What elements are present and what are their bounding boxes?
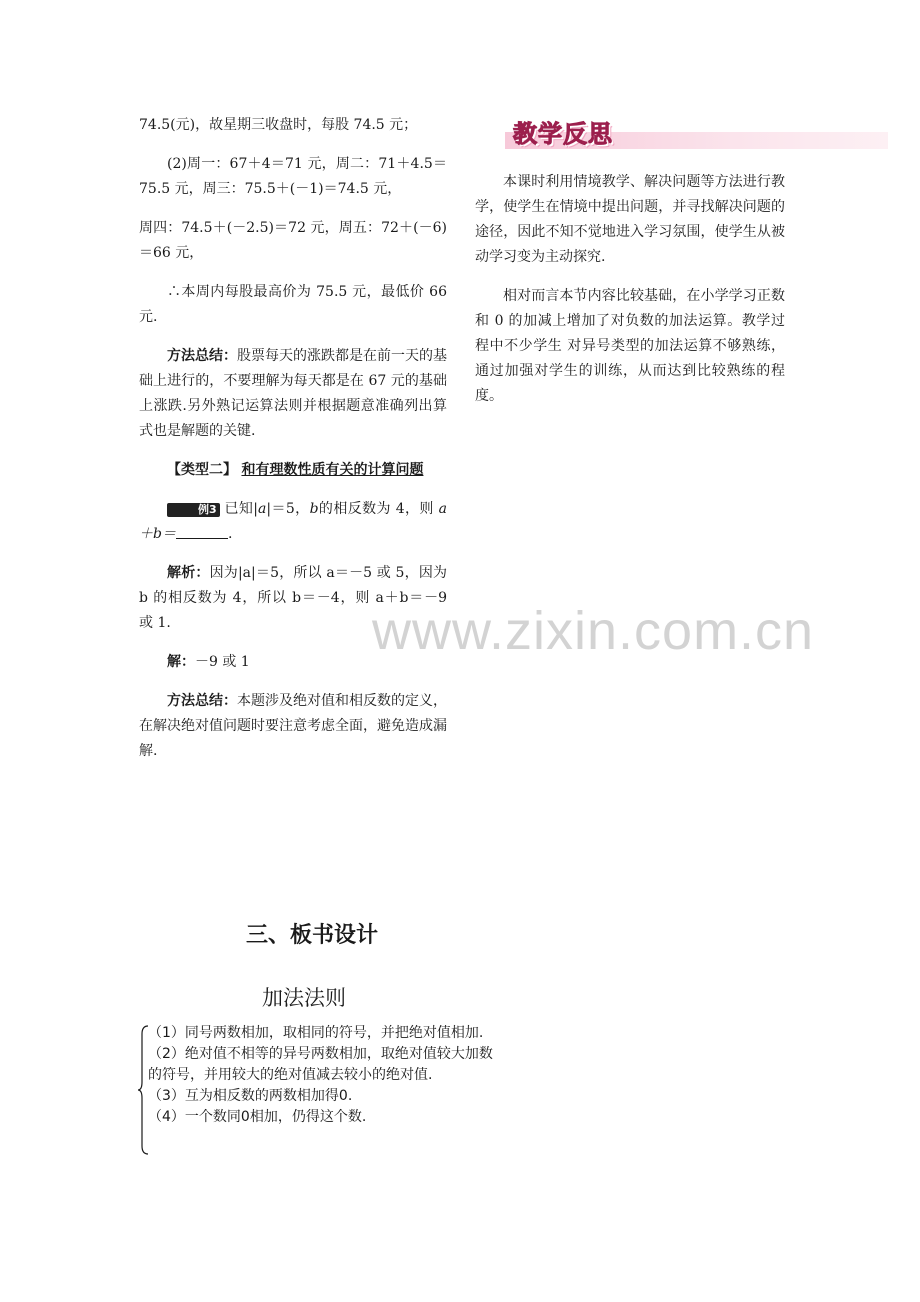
section-heading: 三、板书设计 bbox=[246, 923, 379, 948]
solution-conclusion: ∴本周内每股最高价为 75.5 元，最低价 66 元. bbox=[139, 284, 447, 325]
addition-rules bbox=[148, 1023, 500, 1128]
rule-4: （4）一个数同0相加，仍得这个数. bbox=[148, 1109, 367, 1125]
banner-title: 教学反思 bbox=[513, 120, 613, 148]
type-2-heading bbox=[139, 458, 447, 483]
analysis-label: 解析： bbox=[167, 565, 210, 581]
solution-line-2: (2)周一：67＋4＝71 元，周二：71＋4.5＝75.5 元，周三：75.5＋(－1)＝74.5 元， bbox=[139, 156, 447, 197]
example-expression: a＋b＝ bbox=[139, 501, 448, 542]
example-badge: 例3 bbox=[167, 503, 220, 517]
teaching-reflection-banner bbox=[505, 118, 785, 152]
example-text-2: |＝5， bbox=[266, 501, 310, 517]
method-summary-2-text: 本题涉及绝对值和相反数的定义，在解决绝对值问题时要注意考虑全面，避免造成漏解. bbox=[139, 693, 447, 759]
method-summary-2 bbox=[139, 689, 447, 764]
rule-3: （3）互为相反数的两数相加得0. bbox=[148, 1088, 353, 1104]
example-var-a: a bbox=[258, 501, 267, 517]
solution-line-3: 周四：74.5＋(－2.5)＝72 元，周五：72＋(－6)＝66 元， bbox=[139, 220, 447, 261]
method-summary-1 bbox=[139, 344, 447, 444]
watermark: www.zixin.com.cn bbox=[372, 601, 815, 661]
board-title: 加法法则 bbox=[262, 986, 346, 1010]
type-2-title: 和有理数性质有关的计算问题 bbox=[241, 462, 424, 478]
example-text-1: 已知| bbox=[224, 501, 258, 517]
answer-blank bbox=[176, 524, 228, 539]
type-2-label: 【类型二】 bbox=[167, 462, 237, 478]
method-summary-label: 方法总结： bbox=[167, 348, 237, 364]
answer-text: －9 或 1 bbox=[195, 654, 250, 670]
method-summary-2-label: 方法总结： bbox=[167, 693, 237, 709]
rule-2: （2）绝对值不相等的异号两数相加，取绝对值较大加数的符号，并用较大的绝对值减去较小的绝对值. bbox=[148, 1046, 493, 1083]
left-column bbox=[139, 113, 447, 764]
right-column bbox=[475, 118, 785, 409]
example-3: 例3 已知|a|＝5，b的相反数为 4，则 a＋b＝ . bbox=[139, 501, 448, 542]
analysis-text: 因为|a|＝5，所以 a＝－5 或 5，因为 b 的相反数为 4，所以 b＝－4，则 a＋b＝－9 或 1. bbox=[139, 565, 448, 631]
solution-line-1: 74.5(元)，故星期三收盘时，每股 74.5 元； bbox=[139, 117, 418, 133]
reflection-paragraph-1: 本课时利用情境教学、解决问题等方法进行教学，使学生在情境中提出问题，并寻找解决问题的途径，因此不知不觉地进入学习氛围，使学生从被动学习变为主动探究. bbox=[475, 174, 785, 265]
rule-1: （1）同号两数相加，取相同的符号，并把绝对值相加. bbox=[148, 1025, 484, 1041]
method-summary-text: 股票每天的涨跌都是在前一天的基础上进行的，不要理解为每天都是在 67 元的基础上涨跌.另外熟记运算法则并根据题意准确列出算式也是解题的关键. bbox=[139, 348, 447, 439]
answer-label: 解： bbox=[167, 654, 195, 670]
reflection-paragraph-2: 相对而言本节内容比较基础，在小学学习正数和 0 的加减上增加了对负数的加法运算。教学过程中不少学生 对异号类型的加法运算不够熟练，通过加强对学生的训练，从而达到比较熟练的程度。 bbox=[475, 288, 785, 404]
example-var-b: b bbox=[309, 501, 319, 517]
example-text-3: 的相反数为 4，则 bbox=[318, 501, 434, 517]
